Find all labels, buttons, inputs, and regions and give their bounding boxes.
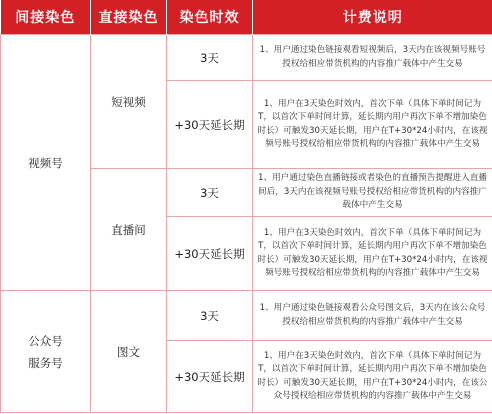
source-cell-short-video: 短视频: [91, 35, 167, 169]
table-header: [1, 0, 492, 35]
header-billing-notes: 计费说明: [253, 0, 492, 35]
platform-label-line-1: 公众号: [28, 333, 63, 348]
table-row: [1, 291, 492, 341]
term-cell: 3天: [167, 35, 253, 81]
table-body: [1, 35, 492, 413]
source-cell-article: 图文: [91, 291, 167, 413]
platform-cell-channels: [1, 35, 91, 291]
platform-label-line-2: 服务号: [28, 355, 63, 370]
term-cell: +30天延长期: [167, 341, 253, 413]
header-dye-duration: 染色时效: [167, 0, 253, 35]
desc-cell: 1、用户在3天染色时效内，首次下单（具体下单时间记为T，以首次下单时间计算，延长期内用户再次下单不增加染色时长）可触发30天延长期，用户在T+30*24小时内，在该公众号授权给相应带货机构的内容推广载体中产生交易: [253, 341, 492, 413]
header-direct-dye: 直接染色: [91, 0, 167, 35]
term-cell: +30天延长期: [167, 217, 253, 291]
header-indirect-dye: 间接染色: [1, 0, 91, 35]
term-cell: 3天: [167, 169, 253, 217]
platform-cell-official-account: [1, 291, 91, 413]
header-row: [1, 0, 492, 35]
desc-cell: 1、用户通过染色直播链接或者染色的直播预告提醒进入直播间后，3天内在该视频号账号授权给相应带货机构的内容推广载体中产生交易: [253, 169, 492, 217]
term-cell: 3天: [167, 291, 253, 341]
desc-cell: 1、用户在3天染色时效内，首次下单（具体下单时间记为T，以首次下单时间计算，延长期内用户再次下单不增加染色时长）可触发30天延长期，用户在T+30*24小时内，在该视频号账号授权给相应带货机构的内容推广载体中产生交易: [253, 217, 492, 291]
desc-cell: 1、用户在3天染色时效内，首次下单（具体下单时间记为T，以首次下单时间计算，延长期内用户再次下单不增加染色时长）可触发30天延长期，用户在T+30*24小时内，在该视频号账号授权给相应带货机构的内容推广载体中产生交易: [253, 81, 492, 169]
desc-cell: 1、用户通过染色链接观看短视频后，3天内在该视频号账号授权给相应带货机构的内容推广载体中产生交易: [253, 35, 492, 81]
desc-cell: 1、用户通过染色链接观看公众号图文后，3天内在该公众号授权给相应带货机构的内容推广载体中产生交易: [253, 291, 492, 341]
term-cell: +30天延长期: [167, 81, 253, 169]
table-row: [1, 35, 492, 81]
source-cell-live-room: 直播间: [91, 169, 167, 291]
platform-label: 视频号: [28, 155, 63, 170]
